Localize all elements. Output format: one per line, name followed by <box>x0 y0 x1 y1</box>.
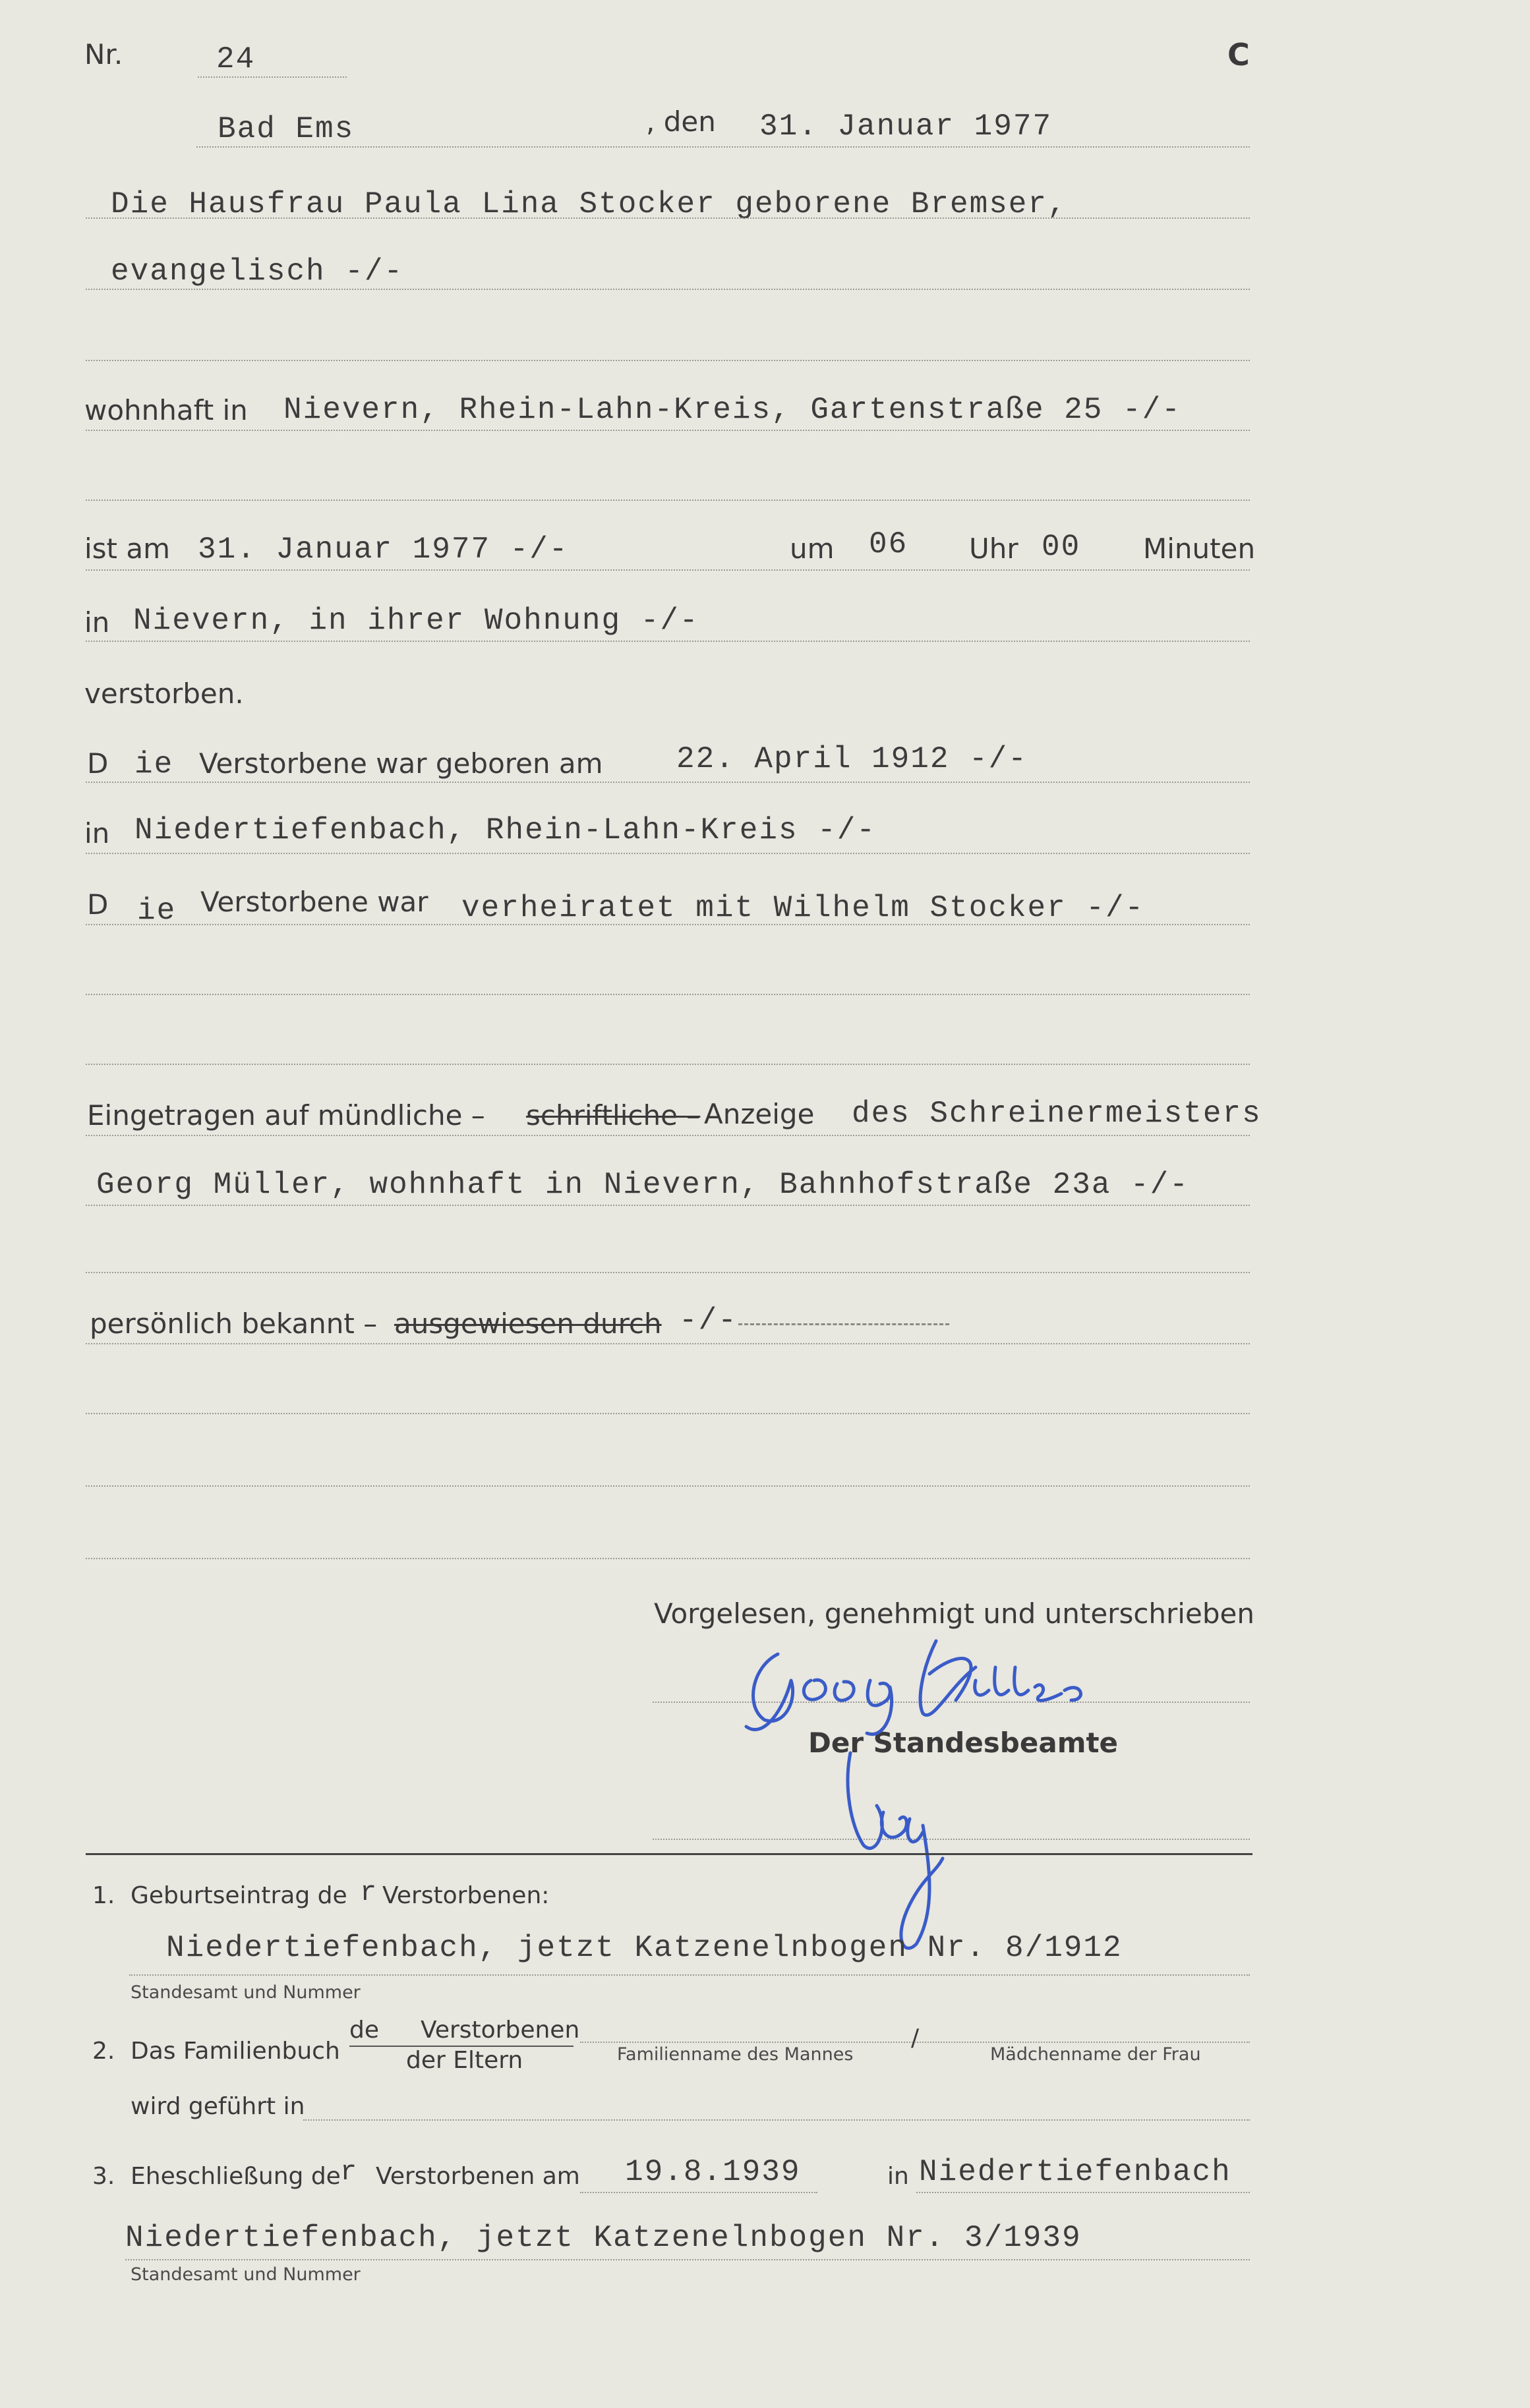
note-3-label-a: Eheschließung de <box>131 2163 341 2190</box>
hour-value: 06 <box>869 527 908 561</box>
blank-rule-4 <box>86 1064 1250 1065</box>
date-value: 31. Januar 1977 <box>759 109 1053 144</box>
informant-label-start: Eingetragen auf mündliche – <box>87 1099 485 1132</box>
note-3-date-rule <box>580 2192 817 2193</box>
place-date-line <box>196 146 1250 148</box>
deceased-line-1: Die Hausfrau Paula Lina Stocker geborene Bremser, <box>111 187 1067 221</box>
deceased-line-2: evangelisch -/- <box>111 254 404 289</box>
marital-value: verheiratet mit Wilhelm Stocker -/- <box>461 891 1145 925</box>
residence-rule <box>86 430 1250 431</box>
birth-label-rest: Verstorbene war geboren am <box>199 747 603 780</box>
place-value: Bad Ems <box>218 112 355 146</box>
marital-label-filled: ie <box>137 894 177 928</box>
note-2-slash: / <box>911 2024 920 2051</box>
death-date-rule <box>86 569 1250 571</box>
known-struck: ausgewiesen durch <box>394 1307 662 1340</box>
registrar-signature-image <box>837 1746 956 1957</box>
blank-rule-8 <box>86 1558 1250 1559</box>
note-2-label: Das Familienbuch <box>131 2038 340 2065</box>
blank-rule-3 <box>86 994 1250 995</box>
note-3-number: 3. <box>92 2163 115 2190</box>
birth-label-prefix: D <box>87 747 109 780</box>
note-1-rule <box>129 1974 1250 1976</box>
death-date-value: 31. Januar 1977 -/- <box>198 532 569 567</box>
note-3-label-b: Verstorbenen am <box>376 2163 580 2190</box>
den-label: , den <box>646 105 716 138</box>
informant-signature-image <box>738 1628 1107 1760</box>
blank-rule-5 <box>86 1272 1250 1273</box>
birth-date-rule <box>86 782 1250 783</box>
note-1-subcaption: Standesamt und Nummer <box>131 1982 361 2003</box>
note-3-in-label: in <box>887 2163 909 2190</box>
informant-value-line-1: des Schreinermeisters <box>852 1097 1262 1131</box>
note-2-kept-label: wird geführt in <box>131 2093 305 2120</box>
note-3-place-rule <box>916 2192 1250 2193</box>
death-place-rule <box>86 641 1250 642</box>
residence-value: Nievern, Rhein-Lahn-Kreis, Gartenstraße 25 -/- <box>283 393 1181 427</box>
blank-rule-1 <box>86 360 1250 361</box>
register-letter: C <box>1227 37 1250 72</box>
residence-label: wohnhaft in <box>84 394 248 426</box>
note-3-label-fill: r <box>340 2156 359 2188</box>
deceased-line-1-rule <box>86 217 1250 219</box>
note-1-value: Niedertiefenbach, jetzt Katzenelnbogen Nr. 8/1912 <box>166 1931 1123 1965</box>
minute-value: 00 <box>1042 530 1081 564</box>
read-approved-text: Vorgelesen, genehmigt und unterschrieben <box>654 1597 1254 1630</box>
informant-rule-2 <box>86 1205 1250 1206</box>
note-1-label-fill: r <box>360 1877 378 1908</box>
nr-value: 24 <box>216 42 256 76</box>
marital-label-rest: Verstorbene war <box>200 886 428 918</box>
blank-rule-7 <box>86 1485 1250 1487</box>
note-2-husband-caption: Familienname des Mannes <box>617 2044 854 2065</box>
uhr-label: Uhr <box>969 532 1018 565</box>
minuten-label: Minuten <box>1143 532 1256 565</box>
note-3-rule <box>125 2259 1250 2260</box>
note-2-name-rule <box>580 2042 1250 2043</box>
informant-rule-1 <box>86 1135 1250 1136</box>
marital-rule <box>86 924 1250 925</box>
note-3-place: Niedertiefenbach <box>919 2155 1231 2189</box>
notes-divider <box>86 1853 1252 1855</box>
birth-in-label: in <box>84 817 110 849</box>
death-in-label: in <box>84 606 110 639</box>
birth-label-filled: ie <box>134 747 174 782</box>
note-2-de: de <box>349 2017 379 2044</box>
informant-value-line-2: Georg Müller, wohnhaft in Nievern, Bahnhofstraße 23a -/- <box>96 1168 1189 1202</box>
note-2-option-deceased: Verstorbenen <box>421 2017 580 2044</box>
nr-label: Nr. <box>84 38 123 71</box>
note-2-wife-caption: Mädchenname der Frau <box>990 2044 1201 2065</box>
birth-place-rule <box>86 853 1250 854</box>
marital-label-prefix: D <box>87 888 109 921</box>
note-2-option-parents: der Eltern <box>406 2047 523 2074</box>
deceased-line-2-rule <box>86 289 1250 290</box>
note-1-label-a: Geburtseintrag de <box>131 1882 347 1909</box>
registrar-label: Der Standesbeamte <box>808 1727 1119 1759</box>
known-rule <box>86 1343 1250 1344</box>
known-dash-fill <box>738 1323 949 1325</box>
note-3-value: Niedertiefenbach, jetzt Katzenelnbogen Nr. 3/1939 <box>125 2221 1082 2255</box>
note-1-label-b: Verstorbenen: <box>382 1882 550 1909</box>
note-2-kept-rule <box>303 2119 1250 2121</box>
note-2-number: 2. <box>92 2038 115 2065</box>
nr-line <box>198 76 347 78</box>
informant-label-end: Anzeige <box>704 1098 815 1130</box>
birth-place-value: Niedertiefenbach, Rhein-Lahn-Kreis -/- <box>134 813 876 847</box>
known-label: persönlich bekannt – <box>90 1307 378 1340</box>
note-3-date: 19.8.1939 <box>625 2155 801 2189</box>
note-3-subcaption: Standesamt und Nummer <box>131 2264 361 2285</box>
blank-rule-6 <box>86 1413 1250 1414</box>
note-1-number: 1. <box>92 1882 115 1909</box>
um-label: um <box>790 532 835 565</box>
informant-label-struck: schriftliche – <box>526 1099 701 1132</box>
ist-am-label: ist am <box>84 532 171 565</box>
birth-date-value: 22. April 1912 -/- <box>676 742 1028 776</box>
death-place-value: Nievern, in ihrer Wohnung -/- <box>133 604 699 638</box>
blank-rule-2 <box>86 500 1250 501</box>
verstorben-label: verstorben. <box>84 677 244 710</box>
known-value: -/- <box>679 1304 738 1338</box>
